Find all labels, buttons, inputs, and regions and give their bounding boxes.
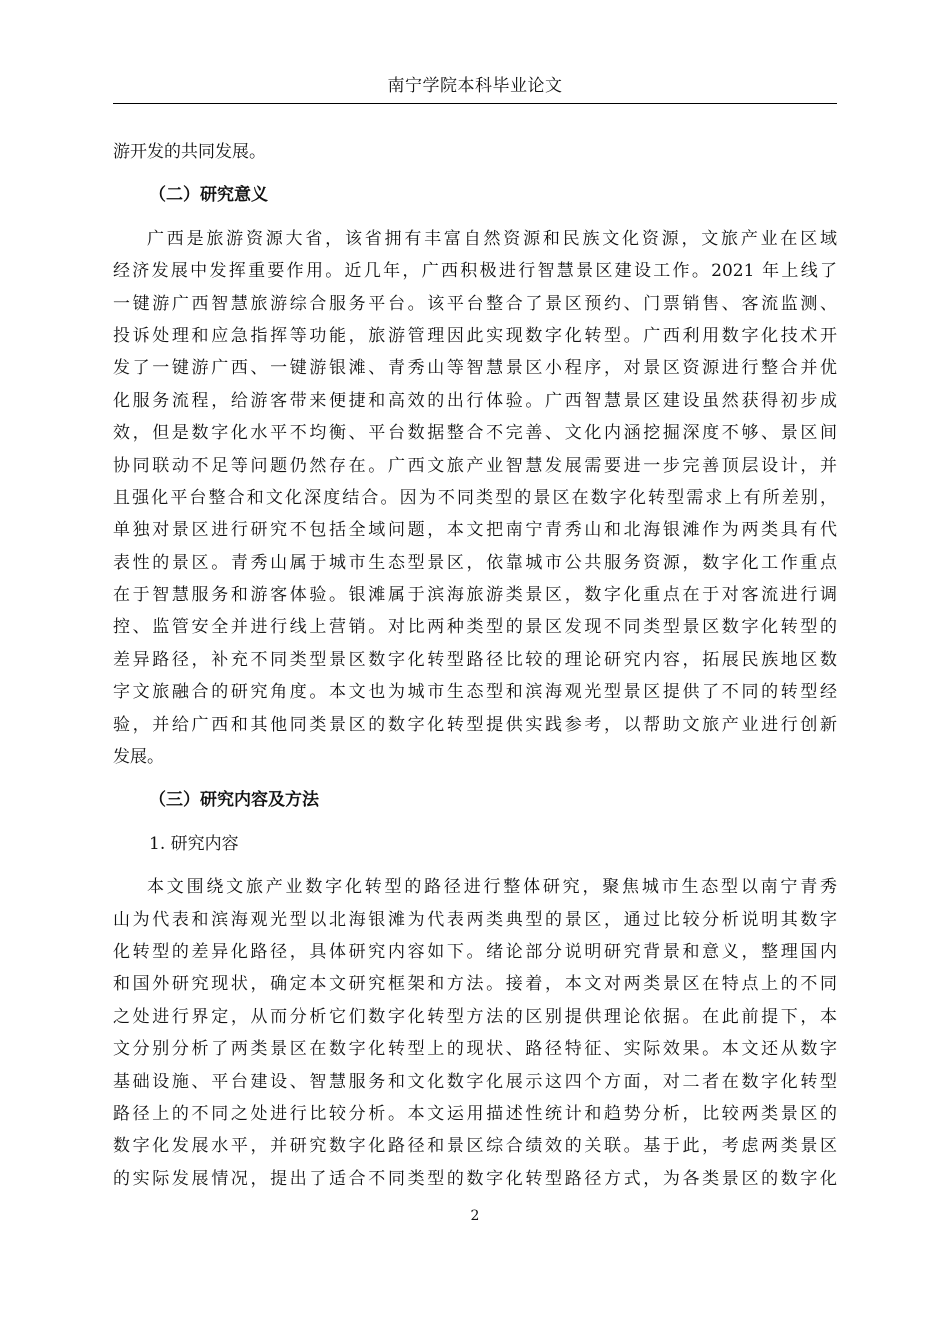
page-number: 2 [470,1208,480,1224]
text-line: 化服务流程，给游客带来便捷和高效的出行体验。广西智慧景区建设虽然获得初步成 [113,390,837,411]
text-line: 控、监管安全并进行线上营销。对比两种类型的景区发现不同类型景区数字化转型的 [113,617,837,638]
text-line: 之处进行界定，从而分析它们数字化转型方法的区别提供理论依据。在此前提下，本 [113,1006,837,1027]
page-header [113,72,837,104]
text-line: 在于智慧服务和游客体验。银滩属于滨海旅游类景区，数字化重点在于对客流进行调 [113,585,837,606]
text-line: 文分别分析了两类景区在数字化转型上的现状、路径特征、实际效果。本文还从数字 [113,1039,837,1060]
subsection-heading: 1. 研究内容 [149,833,239,854]
text-line: 协同联动不足等问题仍然存在。广西文旅产业智慧发展需要进一步完善顶层设计，并 [113,455,837,476]
section2-paragraph [113,223,837,774]
text-line: 发了一键游广西、一键游银滩、青秀山等智慧景区小程序，对景区资源进行整合并优 [113,358,837,379]
text-line: 和国外研究现状，确定本文研究框架和方法。接着，本文对两类景区在特点上的不同 [113,974,837,995]
section-heading: （三）研究内容及方法 [149,790,319,811]
text-line: 游开发的共同发展。 [113,142,266,162]
text-line: 数字化发展水平，并研究数字化路径和景区综合绩效的关联。基于此，考虑两类景区 [113,1136,837,1157]
body-text [113,136,837,1195]
text-line: 一键游广西智慧旅游综合服务平台。该平台整合了景区预约、门票销售、客流监测、 [113,293,837,314]
text-line: 路径上的不同之处进行比较分析。本文运用描述性统计和趋势分析，比较两类景区的 [113,1103,837,1124]
text-line: 山为代表和滨海观光型以北海银滩为代表两类典型的景区，通过比较分析说明其数字 [113,909,837,930]
text-line: 发展。 [113,747,164,768]
section3-paragraph [113,871,837,1195]
section-heading: （二）研究意义 [149,185,268,206]
text-line: 本文围绕文旅产业数字化转型的路径进行整体研究，聚焦城市生态型以南宁青秀 [147,877,837,898]
text-line: 差异路径，补充不同类型景区数字化转型路径比较的理论研究内容，拓展民族地区数 [113,649,837,670]
text-line: 验，并给广西和其他同类景区的数字化转型提供实践参考，以帮助文旅产业进行创新 [113,714,837,735]
text-line: 经济发展中发挥重要作用。近几年，广西积极进行智慧景区建设工作。2021 年上线了 [113,261,837,282]
text-line: 投诉处理和应急指挥等功能，旅游管理因此实现数字化转型。广西利用数字化技术开 [113,325,837,346]
text-line: 广西是旅游资源大省，该省拥有丰富自然资源和民族文化资源，文旅产业在区域 [147,228,837,249]
text-line: 字文旅融合的研究角度。本文也为城市生态型和滨海观光型景区提供了不同的转型经 [113,682,837,703]
header-title: 南宁学院本科毕业论文 [387,76,563,96]
text-line: 效，但是数字化水平不均衡、平台数据整合不完善、文化内涵挖掘深度不够、景区间 [113,423,837,444]
text-line: 且强化平台整合和文化深度结合。因为不同类型的景区在数字化转型需求上有所差别， [113,487,837,508]
text-line: 单独对景区进行研究不包括全域问题，本文把南宁青秀山和北海银滩作为两类具有代 [113,520,837,541]
text-line: 化转型的差异化路径，具体研究内容如下。绪论部分说明研究背景和意义，整理国内 [113,941,837,962]
text-line: 基础设施、平台建设、智慧服务和文化数字化展示这四个方面，对二者在数字化转型 [113,1071,837,1092]
text-line: 表性的景区。青秀山属于城市生态型景区，依靠城市公共服务资源，数字化工作重点 [113,552,837,573]
text-line: 的实际发展情况，提出了适合不同类型的数字化转型路径方式，为各类景区的数字化 [113,1168,837,1189]
